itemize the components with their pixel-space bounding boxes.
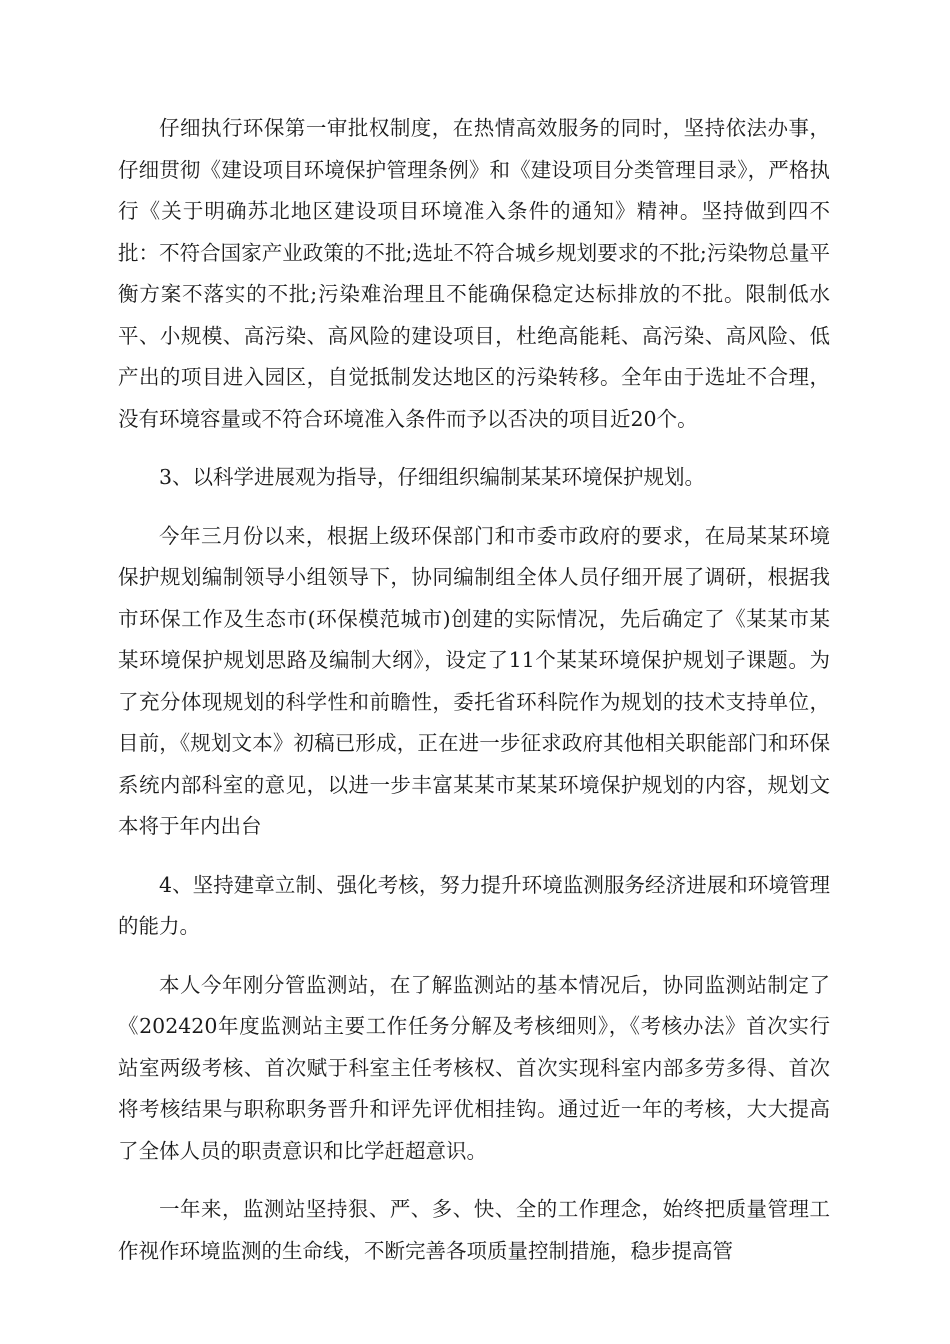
paragraph-approval-policy: 仔细执行环保第一审批权制度，在热情高效服务的同时，坚持依法办事，仔细贯彻《建设项目环境保护管理条例》和《建设项目分类管理目录》，严格执行《关于明确苏北地区建设项目环境准入条件的通知》精神。坚持做到四不批：不符合国家产业政策的不批;选址不符合城乡规划要求的不批;污染物总量平衡方案不落实的不批;污染难治理且不能确保稳定达标排放的不批。限制低水平、小规模、高污染、高风险的建设项目，杜绝高能耗、高污染、高风险、低产出的项目进入园区，自觉抵制发达地区的污染转移。全年由于选址不合理，没有环境容量或不符合环境准入条件而予以否决的项目近20个。: [118, 116, 830, 431]
paragraph-heading-3: 3、以科学进展观为指导，仔细组织编制某某环境保护规划。: [159, 465, 706, 489]
paragraph-planning: 今年三月份以来，根据上级环保部门和市委市政府的要求，在局某某环境保护规划编制领导小组领导下，协同编制组全体人员仔细开展了调研，根据我市环保工作及生态市(环保模范城市)创建的实际情况，先后确定了《某某市某某环境保护规划思路及编制大纲》，设定了11个某某环境保护规划子课题。为了充分体现规划的科学性和前瞻性，委托省环科院作为规划的技术支持单位，目前，《规划文本》初稿已形成，正在进一步征求政府其他相关职能部门和环保系统内部科室的意见，以进一步丰富某某市某某环境保护规划的内容，规划文本将于年内出台: [118, 523, 830, 838]
document-body: [118, 108, 830, 1289]
paragraph-quality-management: 一年来，监测站坚持狠、严、多、快、全的工作理念，始终把质量管理工作视作环境监测的生命线，不断完善各项质量控制措施，稳步提高管: [118, 1197, 830, 1263]
paragraph-heading-4: 4、坚持建章立制、强化考核，努力提升环境监测服务经济进展和环境管理的能力。: [118, 872, 830, 938]
paragraph-monitoring-station: 本人今年刚分管监测站，在了解监测站的基本情况后，协同监测站制定了《202420年度监测站主要工作任务分解及考核细则》，《考核办法》首次实行站室两级考核、首次赋于科室主任考核权、首次实现科室内部多劳多得、首次将考核结果与职称职务晋升和评先评优相挂钩。通过近一年的考核，大大提高了全体人员的职责意识和比学赶超意识。: [118, 972, 830, 1163]
